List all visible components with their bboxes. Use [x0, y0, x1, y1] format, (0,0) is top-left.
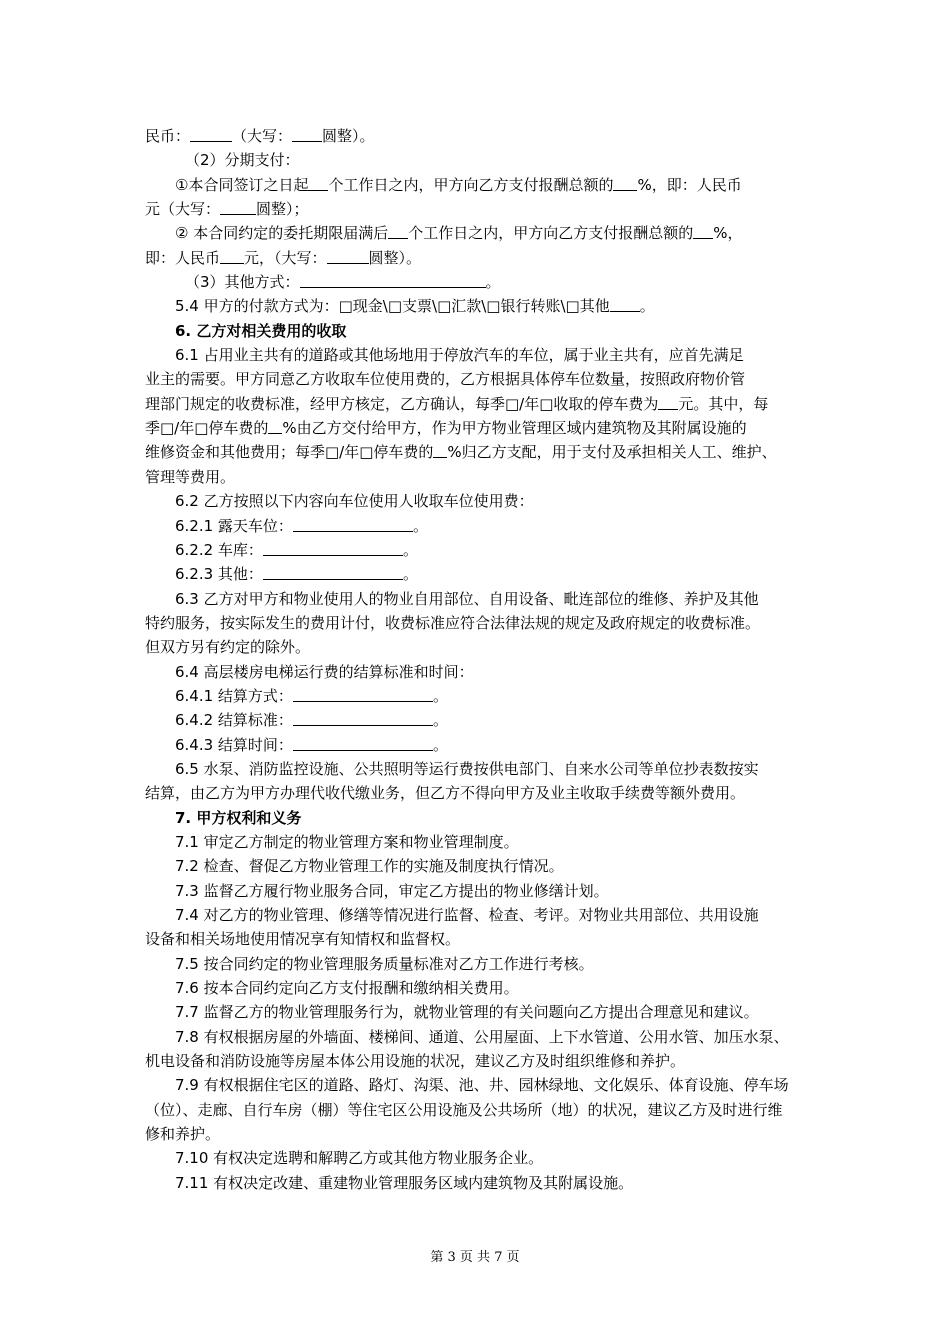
blank-field — [293, 687, 433, 702]
text-line: 6.4.1 结算方式： 。 — [175, 686, 448, 705]
text-line: 6.4 高层楼房电梯运行费的结算标准和时间： — [175, 662, 474, 681]
text-line: 5.4 甲方的付款方式为：□现金\□支票\□汇款\□银行转账\□其他 。 — [175, 297, 655, 316]
text-line: （2）分期支付： — [185, 151, 300, 170]
text-line: 但双方另有约定的除外。 — [145, 638, 311, 657]
text-line: 7.5 按合同约定的物业管理服务质量标准对乙方工作进行考核。 — [175, 954, 594, 973]
text-line: 季□/年□停车费的 %由乙方交付给甲方，作为甲方物业管理区域内建筑物及其附属设施的 — [145, 419, 747, 438]
document-body — [145, 124, 815, 1195]
blank-field — [433, 443, 447, 458]
blank-field — [220, 200, 256, 215]
blank-field — [293, 711, 433, 726]
blank-field — [658, 395, 678, 410]
blank-field — [388, 224, 408, 239]
text-line: 7.1 审定乙方制定的物业管理方案和物业管理制度。 — [175, 832, 519, 851]
blank-field — [220, 249, 244, 264]
blank-field — [292, 127, 322, 142]
blank-field — [293, 736, 433, 751]
text-line: 业主的需要。甲方同意乙方收取车位使用费的，乙方根据具体停车位数量，按照政府物价管 — [145, 370, 746, 389]
text-line: 6.2 乙方按照以下内容向车位使用人收取车位使用费： — [175, 492, 534, 511]
blank-field — [327, 249, 369, 264]
blank-field — [293, 517, 413, 532]
page-footer: 第 3 页 共 7 页 — [430, 1250, 520, 1265]
section-heading: 7. 甲方权利和义务 — [175, 808, 302, 827]
text-line: 6.4.3 结算时间： 。 — [175, 735, 448, 754]
text-line: 元（大写： 圆整）； — [145, 200, 309, 219]
blank-field — [613, 176, 637, 191]
text-line: 6.1 占用业主共有的道路或其他场地用于停放汽车的车位，属于业主共有，应首先满足 — [175, 346, 744, 365]
blank-field — [190, 127, 232, 142]
text-line: 7.2 检查、督促乙方物业管理工作的实施及制度执行情况。 — [175, 857, 564, 876]
text-line: 6.4.2 结算标准： 。 — [175, 711, 448, 730]
text-line: 特约服务，按实际发生的费用计付，收费标准应符合法律法规的规定及政府规定的收费标准。 — [145, 613, 761, 632]
text-line: 管理等费用。 — [145, 467, 236, 486]
blank-field — [263, 565, 403, 580]
section-heading: 6. 乙方对相关费用的收取 — [175, 321, 347, 340]
text-line: ①本合同签订之日起 个工作日之内，甲方向乙方支付报酬总额的 %，即：人民币 — [175, 175, 742, 194]
text-line: 7.6 按本合同约定向乙方支付报酬和缴纳相关费用。 — [175, 979, 519, 998]
text-line: 即：人民币 元，（大写： 圆整）。 — [145, 248, 422, 267]
blank-field — [300, 273, 486, 288]
text-line: 6.5 水泵、消防监控设施、公共照明等运行费按供电部门、自来水公司等单位抄表数按实 — [175, 759, 759, 778]
blank-field — [308, 176, 328, 191]
text-line: 7.8 有权根据房屋的外墙面、楼梯间、通道、公用屋面、上下水管道、公用水管、加压水泵、 — [175, 1027, 789, 1046]
text-line: 机电设备和消防设施等房屋本体公用设施的状况，建议乙方及时组织维修和养护。 — [145, 1052, 686, 1071]
text-line: 7.4 对乙方的物业管理、修缮等情况进行监督、检查、考评。对物业共用部位、共用设施 — [175, 906, 759, 924]
blank-field — [693, 224, 713, 239]
text-line: 7.9 有权根据住宅区的道路、路灯、沟渠、池、井、园林绿地、文化娱乐、体育设施、停车场 — [175, 1076, 789, 1095]
text-line: 7.10 有权决定选聘和解聘乙方或其他方物业服务企业。 — [175, 1149, 544, 1168]
text-line: 7.3 监督乙方履行物业服务合同，审定乙方提出的物业修缮计划。 — [175, 881, 609, 900]
text-line: 6.2.1 露天车位： 。 — [175, 516, 428, 535]
text-line: 维修资金和其他费用；每季□/年□停车费的 %归乙方支配，用于支付及承担相关人工、维护、 — [145, 443, 777, 462]
text-line: （3）其他方式： 。 — [185, 273, 501, 292]
text-line: （位）、走廊、自行车房（棚）等住宅区公用设施及公共场所（地）的状况，建议乙方及时进行维 — [145, 1100, 783, 1119]
text-line: ② 本合同约定的委托期限届满后 个工作日之内，甲方向乙方支付报酬总额的 %， — [175, 224, 743, 243]
text-line: 6.2.3 其他： 。 — [175, 565, 418, 584]
text-line: 民币： （大写： 圆整）。 — [145, 127, 375, 145]
blank-field — [263, 541, 403, 556]
blank-field — [610, 297, 640, 312]
text-line: 7.7 监督乙方的物业管理服务行为，就物业管理的有关问题向乙方提出合理意见和建议。 — [175, 1003, 759, 1022]
text-line: 7.11 有权决定改建、重建物业管理服务区域内建筑物及其附属设施。 — [175, 1173, 634, 1192]
blank-field — [268, 419, 282, 434]
text-line: 设备和相关场地使用情况享有知情权和监督权。 — [145, 930, 461, 949]
text-line: 6.3 乙方对甲方和物业使用人的物业自用部位、自用设备、毗连部位的维修、养护及其他 — [175, 589, 759, 608]
text-line: 结算，由乙方为甲方办理代收代缴业务，但乙方不得向甲方及业主收取手续费等额外费用。 — [145, 784, 746, 803]
text-line: 修和养护。 — [145, 1125, 221, 1144]
text-line: 理部门规定的收费标准，经甲方核定，乙方确认，每季□/年□收取的停车费为 元。其中，每 — [145, 394, 769, 413]
text-line: 6.2.2 车库： 。 — [175, 540, 418, 559]
